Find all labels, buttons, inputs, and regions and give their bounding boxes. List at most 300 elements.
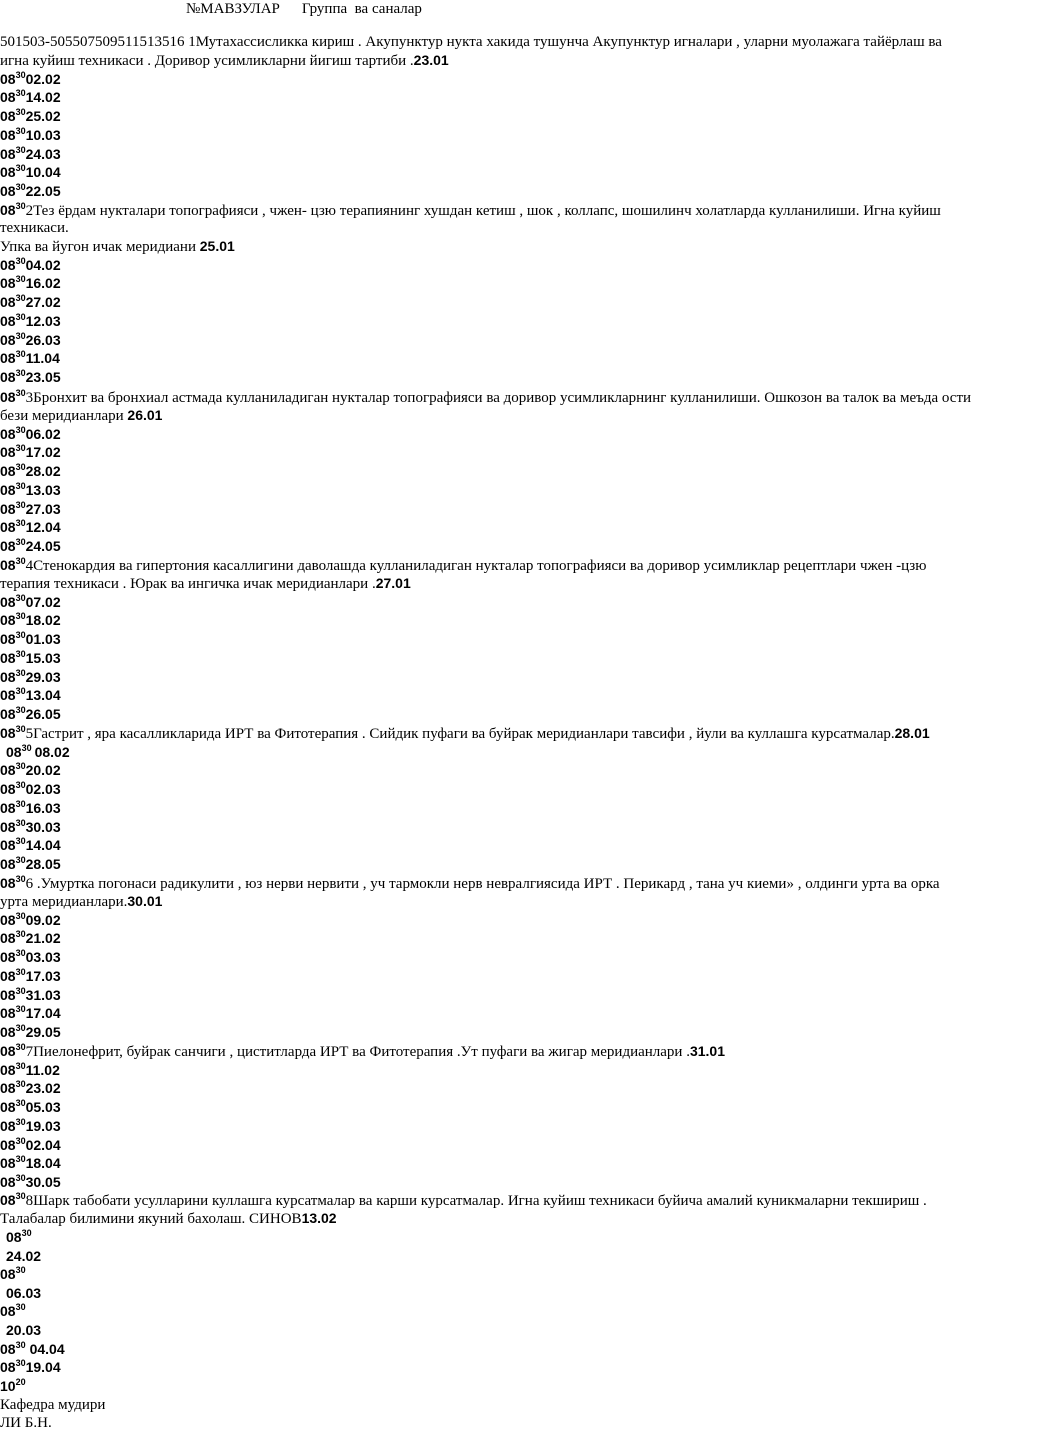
time-group bbox=[0, 1024, 26, 1040]
time-label: 08 bbox=[0, 350, 16, 367]
group-date-row bbox=[0, 425, 61, 445]
group-date-row bbox=[0, 986, 61, 1006]
group-date: 04.02 bbox=[25, 256, 61, 273]
header-topics: №МАВЗУЛАР bbox=[186, 1, 280, 17]
topic-text: техникаси. bbox=[0, 220, 69, 236]
time-label: 08 bbox=[0, 108, 16, 125]
topic-text: 8Шарк табобати усулларини куллашга курсатмалар ва карши курсатмалар. Игна куйиш техникаси буйича амалий куникмаларни текшириш . bbox=[25, 1193, 927, 1209]
time-group bbox=[0, 482, 26, 498]
time-label: 08 bbox=[0, 631, 16, 648]
time-label: 08 bbox=[0, 1136, 16, 1153]
time-group bbox=[0, 1266, 26, 1282]
group-date: 14.04 bbox=[25, 837, 61, 854]
time-label: 08 bbox=[0, 368, 16, 385]
time-group bbox=[0, 762, 26, 778]
time-group bbox=[0, 1118, 26, 1134]
time-label: 08 bbox=[0, 481, 16, 498]
topic-text: 6 .Умуртка погонаси радикулити , юз нерви нервити , уч тармокли нерв невралгиясида ИРТ . Перикард , тана уч киеми» , олдинги урта ва орка bbox=[25, 876, 940, 892]
time-group bbox=[0, 463, 26, 479]
time-label: 08 bbox=[0, 463, 16, 480]
time-label: 08 bbox=[0, 1173, 16, 1190]
time-label: 08 bbox=[0, 145, 16, 162]
group-date: 27.03 bbox=[25, 500, 61, 517]
time-label: 08 bbox=[0, 182, 16, 199]
topic-date: 27.01 bbox=[375, 575, 411, 591]
topic-text-line bbox=[0, 237, 235, 256]
time-superscript: 30 bbox=[15, 163, 26, 174]
time-superscript: 30 bbox=[15, 556, 26, 566]
time-group bbox=[0, 369, 26, 385]
group-date-row bbox=[0, 293, 61, 313]
group-date-row bbox=[0, 1098, 61, 1118]
time-group bbox=[0, 275, 26, 291]
time-superscript: 30 bbox=[15, 1060, 26, 1071]
time-label: 08 bbox=[0, 557, 16, 573]
time-group bbox=[6, 744, 32, 760]
time-superscript: 30 bbox=[21, 1228, 32, 1238]
group-date-row bbox=[0, 1358, 61, 1378]
time-group bbox=[0, 594, 26, 610]
time-label: 08 bbox=[0, 1117, 16, 1134]
time-superscript: 30 bbox=[15, 724, 26, 734]
group-date-row bbox=[6, 743, 70, 763]
group-date: 17.04 bbox=[25, 1005, 61, 1022]
group-date: 07.02 bbox=[25, 593, 61, 610]
time-superscript: 30 bbox=[15, 311, 26, 322]
group-date: 18.02 bbox=[25, 612, 61, 629]
time-superscript: 30 bbox=[15, 330, 26, 341]
time-superscript: 30 bbox=[15, 388, 26, 398]
group-date-row bbox=[0, 1004, 61, 1024]
group-date-row bbox=[0, 349, 60, 369]
group-date: 21.02 bbox=[25, 930, 61, 947]
group-date-row bbox=[0, 462, 61, 482]
time-group bbox=[0, 519, 26, 535]
group-date: 25.02 bbox=[25, 108, 61, 125]
topic-text: 3Бронхит ва бронхиал астмада кулланиладиган нукталар топографияси ва доривор усимликларнинг кулланилиши. Ошкозон ва талок ва меъда ости bbox=[25, 390, 972, 406]
topic-date: 28.01 bbox=[894, 725, 930, 741]
time-label: 08 bbox=[0, 593, 16, 610]
time-label: 08 bbox=[0, 1061, 16, 1078]
topic-text-line bbox=[0, 556, 926, 576]
group-date-row bbox=[0, 1136, 61, 1156]
time-superscript: 30 bbox=[15, 1042, 26, 1052]
time-group bbox=[0, 183, 26, 199]
time-label: 08 bbox=[0, 705, 16, 722]
group-date-row bbox=[0, 1023, 61, 1043]
time-label: 08 bbox=[0, 1341, 16, 1357]
time-group bbox=[0, 294, 26, 310]
time-label: 08 bbox=[0, 1043, 16, 1059]
time-superscript: 30 bbox=[15, 536, 26, 547]
topic-text: Талабалар билимини якуний бахолаш. СИНОВ bbox=[0, 1211, 302, 1227]
time-group bbox=[0, 1080, 26, 1096]
time-label: 08 bbox=[0, 164, 16, 181]
topic-text: терапия техникаси . Юрак ва ингичка ичак меридианлари . bbox=[0, 576, 376, 592]
end-time-label: 10 bbox=[0, 1378, 16, 1394]
time-superscript: 30 bbox=[15, 1340, 26, 1350]
time-superscript: 30 bbox=[15, 985, 26, 996]
time-superscript: 30 bbox=[15, 1079, 26, 1090]
group-date: 15.03 bbox=[25, 649, 61, 666]
group-date-row bbox=[0, 761, 61, 781]
group-date: 14.02 bbox=[25, 89, 61, 106]
topic-text-line bbox=[0, 388, 971, 408]
time-label: 08 bbox=[0, 649, 16, 666]
group-date-row bbox=[0, 668, 61, 688]
group-date-row bbox=[0, 1154, 61, 1174]
group-date-row bbox=[0, 1340, 65, 1360]
group-date: 24.03 bbox=[25, 145, 61, 162]
time-superscript: 30 bbox=[15, 1172, 26, 1183]
time-superscript: 30 bbox=[15, 499, 26, 510]
time-group bbox=[0, 350, 26, 366]
topic-text: 7Пиелонефрит, буйрак санчиги , циститларда ИРТ ва Фитотерапия .Ут пуфаги ва жигар меридианлари . bbox=[25, 1044, 690, 1060]
group-date: 30.03 bbox=[25, 818, 61, 835]
topic-text-line bbox=[0, 574, 411, 593]
group-date: 17.03 bbox=[25, 967, 61, 984]
time-superscript: 30 bbox=[15, 874, 26, 884]
time-label: 08 bbox=[0, 89, 16, 106]
group-date-row bbox=[0, 518, 61, 538]
time-group bbox=[0, 819, 26, 835]
time-label: 08 bbox=[0, 668, 16, 685]
time-group bbox=[0, 1174, 26, 1190]
time-label: 08 bbox=[0, 799, 16, 816]
time-group bbox=[0, 875, 26, 891]
group-date: 08.02 bbox=[34, 743, 70, 760]
time-group bbox=[0, 706, 26, 722]
group-date-row bbox=[0, 126, 61, 146]
group-date-row bbox=[0, 836, 61, 856]
group-date-row bbox=[0, 256, 61, 276]
topic-text: 501503-505507509511513516 1Мутахассисликка кириш . Акупунктур нукта хакида тушунча Акупунктур игналари , уларни муолажага тайёрлаш ва bbox=[0, 34, 942, 50]
time-group bbox=[0, 389, 26, 405]
topic-text-line bbox=[0, 724, 930, 744]
group-date: 11.04 bbox=[25, 350, 60, 367]
group-date-row bbox=[0, 145, 61, 165]
group-date-row bbox=[6, 1284, 41, 1303]
time-superscript: 30 bbox=[15, 817, 26, 828]
time-superscript: 30 bbox=[15, 125, 26, 136]
time-superscript: 30 bbox=[15, 780, 26, 791]
time-group bbox=[6, 1229, 32, 1245]
group-date: 27.02 bbox=[25, 294, 61, 311]
group-date: 16.03 bbox=[25, 799, 61, 816]
group-date-row bbox=[0, 1265, 26, 1285]
time-label: 08 bbox=[0, 126, 16, 143]
time-label: 08 bbox=[0, 1192, 16, 1208]
group-date-row bbox=[0, 70, 61, 90]
time-superscript: 30 bbox=[15, 480, 26, 491]
group-date-row bbox=[0, 481, 61, 501]
time-group bbox=[0, 89, 26, 105]
time-superscript: 30 bbox=[21, 742, 32, 753]
time-superscript: 30 bbox=[15, 69, 26, 80]
time-label: 08 bbox=[0, 1005, 16, 1022]
group-date-row bbox=[0, 182, 61, 202]
time-superscript: 30 bbox=[15, 686, 26, 697]
group-date: 24.02 bbox=[6, 1248, 42, 1264]
time-superscript: 30 bbox=[15, 462, 26, 473]
time-label: 08 bbox=[0, 275, 16, 292]
group-date: 03.03 bbox=[25, 949, 61, 966]
time-label: 08 bbox=[0, 202, 16, 218]
time-superscript: 30 bbox=[15, 948, 26, 959]
time-group bbox=[0, 912, 26, 928]
department-head-title: Кафедра мудири bbox=[0, 1397, 106, 1413]
time-superscript: 30 bbox=[15, 1135, 26, 1146]
time-label: 08 bbox=[0, 537, 16, 554]
group-date-row bbox=[0, 705, 61, 725]
topic-date: 25.01 bbox=[199, 238, 235, 254]
topic-text-line bbox=[0, 874, 940, 894]
time-group bbox=[0, 1062, 26, 1078]
group-date: 01.03 bbox=[25, 631, 61, 648]
time-label: 08 bbox=[0, 612, 16, 629]
table-header bbox=[186, 1, 422, 18]
time-group bbox=[0, 127, 26, 143]
group-date: 02.04 bbox=[25, 1136, 61, 1153]
group-date: 26.05 bbox=[25, 705, 61, 722]
topic-text: 2Тез ёрдам нукталари топографияси , чжен- цзю терапиянинг хушдан кетиш , шок , коллапс, шошилинч холатларда кулланилиши. Игна куйиш bbox=[25, 203, 941, 219]
time-group bbox=[0, 781, 26, 797]
group-date: 09.02 bbox=[25, 911, 61, 928]
time-superscript: 30 bbox=[15, 1022, 26, 1033]
time-group bbox=[0, 108, 26, 124]
group-date: 29.03 bbox=[25, 668, 61, 685]
time-label: 08 bbox=[0, 294, 16, 311]
topic-text-line bbox=[0, 201, 941, 221]
time-label: 08 bbox=[6, 1229, 22, 1245]
time-label: 08 bbox=[0, 1359, 16, 1375]
topic-text: 5Гастрит , яра касалликларида ИРТ ва Фитотерапия . Сийдик пуфаги ва буйрак меридианлари тавсифи , йули ва куллашга курсатмалар. bbox=[25, 726, 895, 742]
group-date-row bbox=[0, 107, 61, 127]
time-label: 08 bbox=[0, 781, 16, 798]
time-group bbox=[0, 631, 26, 647]
time-group bbox=[0, 612, 26, 628]
time-label: 08 bbox=[0, 519, 16, 536]
group-date: 31.03 bbox=[25, 986, 61, 1003]
group-date-row bbox=[0, 274, 61, 294]
topic-text: 4Стенокардия ва гипертония касаллигини даволашда кулланиладиган нукталар топографияси ва доривор усимликлар рецептлари чжен -цзю bbox=[25, 558, 927, 574]
group-date-row bbox=[0, 929, 61, 949]
time-superscript: 30 bbox=[15, 1098, 26, 1109]
time-group bbox=[0, 725, 26, 741]
topic-text-line bbox=[0, 51, 449, 70]
topic-date: 26.01 bbox=[127, 407, 163, 423]
time-group bbox=[0, 501, 26, 517]
time-label: 08 bbox=[0, 818, 16, 835]
time-superscript: 30 bbox=[15, 293, 26, 304]
group-date: 02.03 bbox=[25, 781, 61, 798]
group-date-row bbox=[0, 593, 61, 613]
group-date: 19.04 bbox=[25, 1359, 61, 1375]
time-label: 08 bbox=[0, 312, 16, 329]
time-group bbox=[0, 1378, 26, 1394]
time-group bbox=[0, 968, 26, 984]
group-date: 13.03 bbox=[25, 481, 61, 498]
time-group bbox=[0, 202, 26, 218]
time-superscript: 30 bbox=[15, 630, 26, 641]
group-date-row bbox=[0, 1079, 61, 1099]
topic-date: 30.01 bbox=[127, 893, 163, 909]
time-label: 08 bbox=[0, 331, 16, 348]
time-superscript: 30 bbox=[15, 929, 26, 940]
group-date-row bbox=[0, 911, 61, 931]
department-head-name: ЛИ Б.Н. bbox=[0, 1415, 52, 1431]
end-time-row bbox=[0, 1377, 26, 1397]
time-group bbox=[0, 426, 26, 442]
group-date-row bbox=[0, 780, 61, 800]
time-superscript: 30 bbox=[15, 1191, 26, 1201]
group-date: 17.02 bbox=[25, 444, 61, 461]
group-date: 20.02 bbox=[25, 762, 61, 779]
time-label: 08 bbox=[0, 389, 16, 405]
group-date: 28.02 bbox=[25, 463, 61, 480]
time-superscript: 30 bbox=[15, 107, 26, 118]
time-superscript: 30 bbox=[15, 966, 26, 977]
time-group bbox=[0, 444, 26, 460]
group-date: 20.03 bbox=[6, 1322, 42, 1338]
time-label: 08 bbox=[0, 687, 16, 704]
time-group bbox=[0, 837, 26, 853]
time-group bbox=[0, 987, 26, 1003]
time-group bbox=[0, 71, 26, 87]
group-date-row bbox=[0, 312, 61, 332]
group-date: 02.02 bbox=[25, 70, 61, 87]
group-date-row bbox=[0, 948, 61, 968]
topic-text: Упка ва йугон ичак меридиани bbox=[0, 239, 200, 255]
time-group bbox=[0, 1043, 26, 1059]
time-group bbox=[0, 332, 26, 348]
time-group bbox=[0, 538, 26, 554]
topic-text: игна куйиш техникаси . Доривор усимликларни йигиш тартиби . bbox=[0, 53, 414, 69]
time-label: 08 bbox=[0, 500, 16, 517]
time-label: 08 bbox=[0, 1303, 16, 1319]
group-date: 06.03 bbox=[6, 1285, 42, 1301]
topic-text-line bbox=[0, 406, 162, 425]
time-group bbox=[0, 669, 26, 685]
time-superscript: 30 bbox=[15, 910, 26, 921]
group-date: 05.03 bbox=[25, 1099, 61, 1116]
group-date-row bbox=[0, 649, 61, 669]
time-group bbox=[0, 257, 26, 273]
group-date-row bbox=[0, 611, 61, 631]
group-date-row bbox=[0, 630, 61, 650]
time-label: 08 bbox=[0, 967, 16, 984]
group-date-row bbox=[0, 1173, 61, 1193]
group-date-row bbox=[0, 163, 61, 183]
time-superscript: 30 bbox=[15, 836, 26, 847]
topic-text: урта меридианлари. bbox=[0, 894, 128, 910]
group-date: 06.02 bbox=[25, 425, 61, 442]
time-superscript: 30 bbox=[15, 761, 26, 772]
group-date-row bbox=[0, 818, 61, 838]
group-date-row bbox=[6, 1228, 32, 1248]
time-superscript: 30 bbox=[15, 144, 26, 155]
time-group bbox=[0, 313, 26, 329]
time-group bbox=[0, 164, 26, 180]
time-group bbox=[0, 1137, 26, 1153]
group-date: 12.03 bbox=[25, 312, 61, 329]
time-superscript: 30 bbox=[15, 704, 26, 715]
time-group bbox=[0, 949, 26, 965]
time-superscript: 30 bbox=[15, 648, 26, 659]
topic-text-line bbox=[0, 892, 162, 911]
group-date: 23.02 bbox=[25, 1080, 61, 1097]
group-date-row bbox=[0, 686, 61, 706]
topic-text-line bbox=[0, 1191, 927, 1211]
topic-text-line bbox=[0, 1042, 725, 1062]
group-date-row bbox=[6, 1247, 41, 1266]
time-superscript: 30 bbox=[15, 518, 26, 529]
time-superscript: 30 bbox=[15, 367, 26, 378]
time-superscript: 30 bbox=[15, 1358, 26, 1368]
time-label: 08 bbox=[0, 1023, 16, 1040]
group-date-row bbox=[0, 88, 61, 108]
group-date-row bbox=[0, 537, 61, 557]
time-superscript: 30 bbox=[15, 1004, 26, 1015]
group-date: 28.05 bbox=[25, 855, 61, 872]
time-group bbox=[0, 1155, 26, 1171]
group-date: 29.05 bbox=[25, 1023, 61, 1040]
topic-text-line bbox=[0, 1209, 337, 1228]
time-label: 08 bbox=[0, 875, 16, 891]
time-group bbox=[0, 687, 26, 703]
group-date-row bbox=[0, 967, 61, 987]
group-date-row bbox=[0, 443, 61, 463]
time-label: 08 bbox=[0, 1155, 16, 1172]
time-superscript: 30 bbox=[15, 667, 26, 678]
group-date-row bbox=[0, 368, 61, 388]
group-date: 30.05 bbox=[25, 1173, 61, 1190]
group-date-row bbox=[0, 500, 61, 520]
time-superscript: 30 bbox=[15, 443, 26, 454]
time-group bbox=[0, 856, 26, 872]
group-date: 24.05 bbox=[25, 537, 61, 554]
time-group bbox=[0, 1303, 26, 1319]
end-time-superscript: 20 bbox=[15, 1377, 26, 1387]
time-label: 08 bbox=[0, 70, 16, 87]
time-superscript: 30 bbox=[15, 274, 26, 285]
time-superscript: 30 bbox=[15, 854, 26, 865]
group-date: 16.02 bbox=[25, 275, 61, 292]
time-label: 08 bbox=[0, 1099, 16, 1116]
group-date: 19.03 bbox=[25, 1117, 61, 1134]
time-superscript: 30 bbox=[15, 1302, 26, 1312]
time-label: 08 bbox=[0, 855, 16, 872]
topic-date: 23.01 bbox=[413, 52, 449, 68]
group-date: 11.02 bbox=[25, 1061, 60, 1078]
time-group bbox=[0, 800, 26, 816]
time-superscript: 30 bbox=[15, 201, 26, 211]
group-date-row bbox=[0, 331, 61, 351]
group-date: 22.05 bbox=[25, 182, 61, 199]
group-date: 12.04 bbox=[25, 519, 61, 536]
time-label: 08 bbox=[0, 1266, 16, 1282]
time-superscript: 30 bbox=[15, 349, 26, 360]
time-label: 08 bbox=[0, 256, 16, 273]
time-superscript: 30 bbox=[15, 1154, 26, 1165]
time-label: 08 bbox=[0, 425, 16, 442]
topic-date: 13.02 bbox=[301, 1210, 337, 1226]
time-label: 08 bbox=[0, 444, 16, 461]
time-superscript: 30 bbox=[15, 181, 26, 192]
time-superscript: 30 bbox=[15, 255, 26, 266]
topic-date: 31.01 bbox=[689, 1043, 726, 1059]
time-label: 08 bbox=[6, 743, 22, 760]
